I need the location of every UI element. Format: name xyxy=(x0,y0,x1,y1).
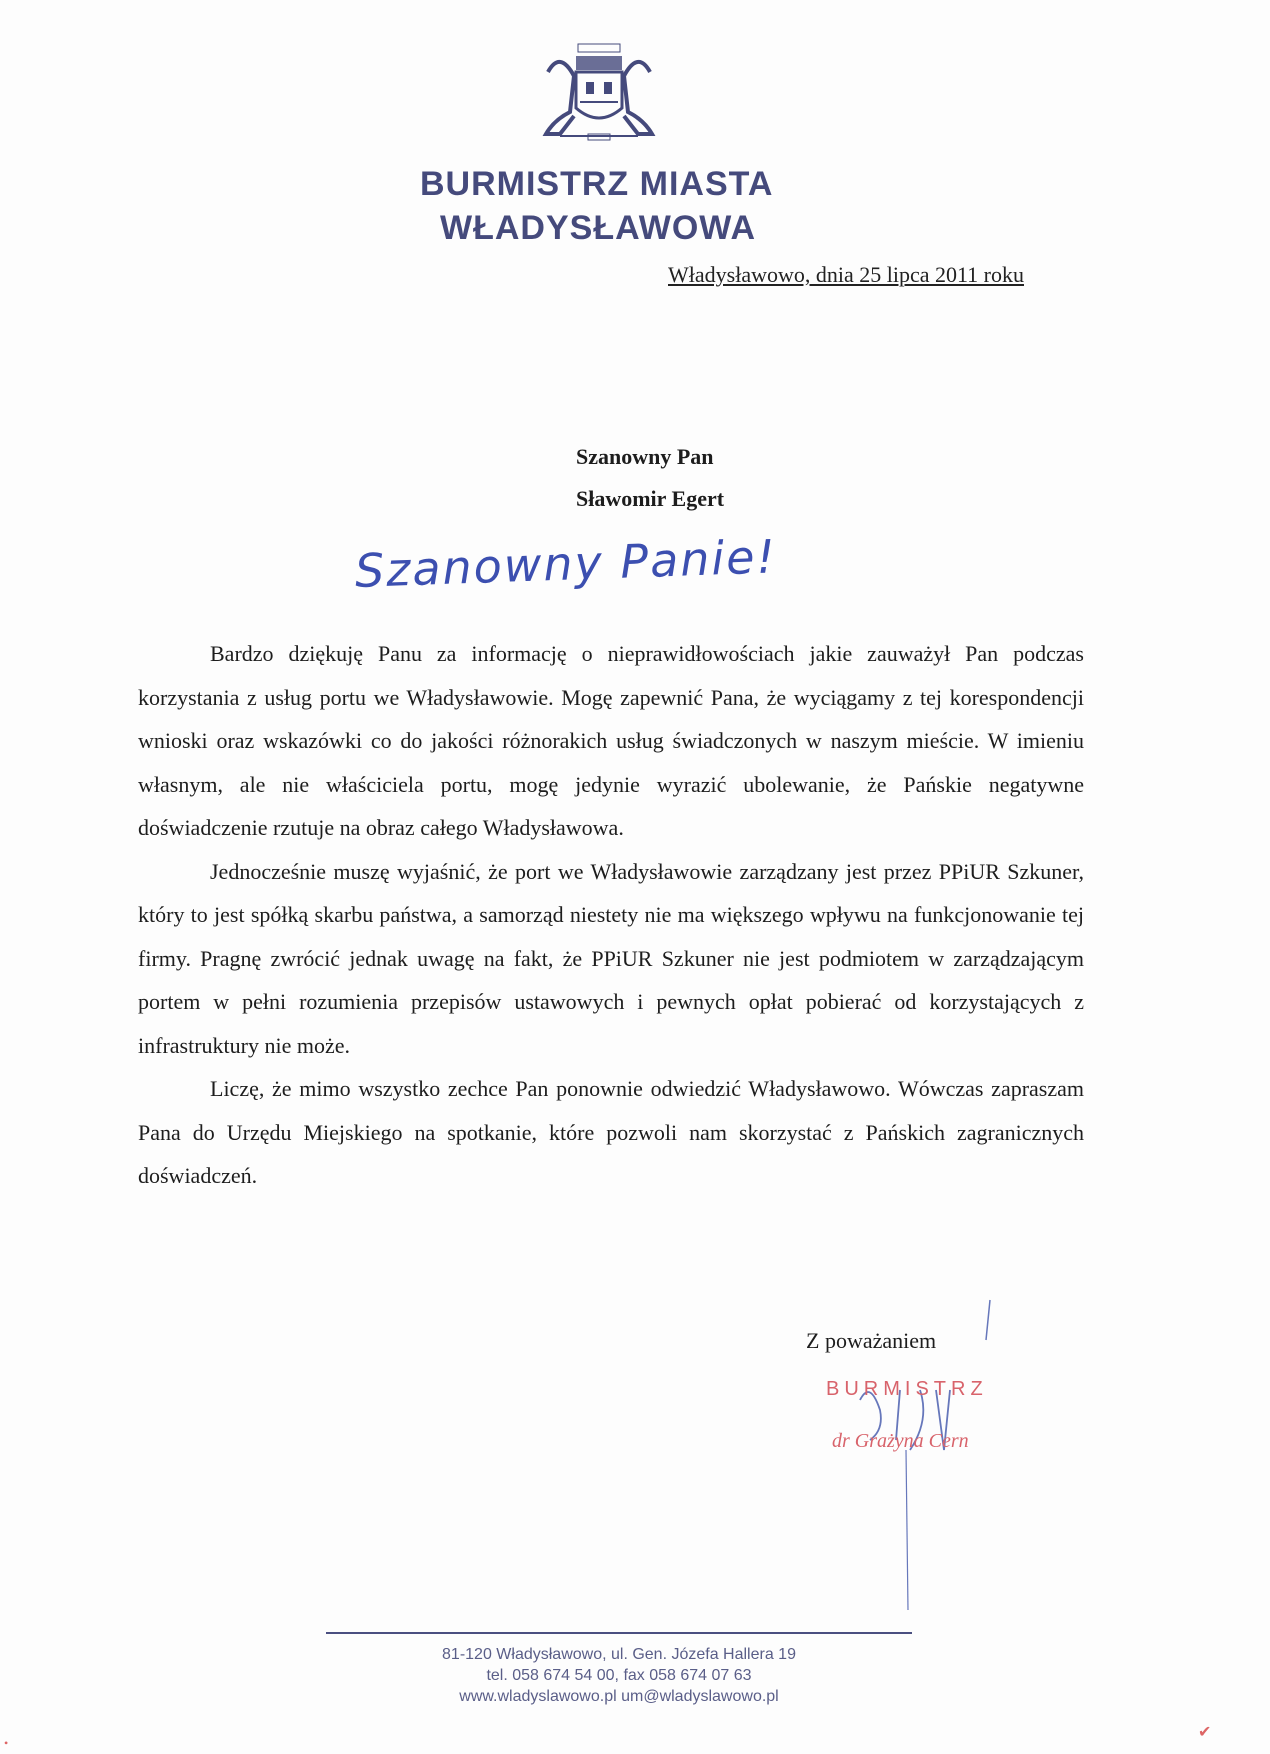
letter-footer xyxy=(326,1644,912,1707)
corner-mark: ✔ xyxy=(1198,1724,1212,1741)
stamp-name: dr Grażyna Cern xyxy=(832,1430,969,1452)
corner-mark-left: • xyxy=(4,1736,9,1750)
footer-web-email: www.wladyslawowo.pl um@wladyslawowo.pl xyxy=(459,1688,779,1705)
footer-divider xyxy=(326,1632,912,1634)
recipient-salutation: Szanowny Pan xyxy=(576,444,714,469)
body-paragraph: Bardzo dziękuję Panu za informację o nieprawidłowościach jakie zauważył Pan podczas korzystania z usług portu we Władysławowie. Mogę zapewnić Pana, że wyciągamy z tej korespondencji wnioski oraz wskazówki co do jakości różnorakich usług świadczonych w naszym mieście. W imieniu własnym, ale nie właściciela portu, mogę jedynie wyrazić ubolewanie, że Pańskie negatywne doświadczenie rzutuje na obraz całego Władysławowa. xyxy=(138,641,1084,840)
recipient-name: Sławomir Egert xyxy=(576,486,725,511)
footer-address: 81-120 Władysławowo, ul. Gen. Józefa Hallera 19 xyxy=(442,1646,796,1663)
letterhead-title-line2: WŁADYSŁAWOWA xyxy=(440,209,757,247)
recipient-block xyxy=(576,436,724,520)
date-line: Władysławowo, dnia 25 lipca 2011 roku xyxy=(668,262,1024,287)
footer-phone-fax: tel. 058 674 54 00, fax 058 674 07 63 xyxy=(486,1667,752,1684)
body-paragraph: Jednocześnie muszę wyjaśnić, że port we Władysławowie zarządzany jest przez PPiUR Szkuner, który to jest spółką skarbu państwa, a samorząd niestety nie ma większego wpływu na funkcjonowanie tej firmy. Pragnę zwrócić jednak uwagę na fakt, że PPiUR Szkuner nie jest podmiotem w zarządzającym portem w pełni rozumienia przepisów ustawowych i pewnych opłat pobierać od korzystających z infrastruktury nie może. xyxy=(138,858,1084,1058)
closing-phrase: Z poważaniem xyxy=(806,1328,937,1353)
stamp-title: BURMISTRZ xyxy=(826,1378,988,1400)
city-crest-logo xyxy=(540,42,658,144)
handwritten-greeting: Szanowny Panie! xyxy=(354,529,778,598)
body-paragraph: Liczę, że mimo wszystko zechce Pan ponownie odwiedzić Władysławowo. Wówczas zapraszam Pana do Urzędu Miejskiego na spotkanie, które pozwoli nam skorzystać z Pańskich zagranicznych doświadczeń. xyxy=(138,1076,1084,1188)
letterhead-title-line1: BURMISTRZ MIASTA xyxy=(420,165,774,203)
letter-body xyxy=(138,632,1084,1198)
letterhead-title xyxy=(420,162,840,250)
